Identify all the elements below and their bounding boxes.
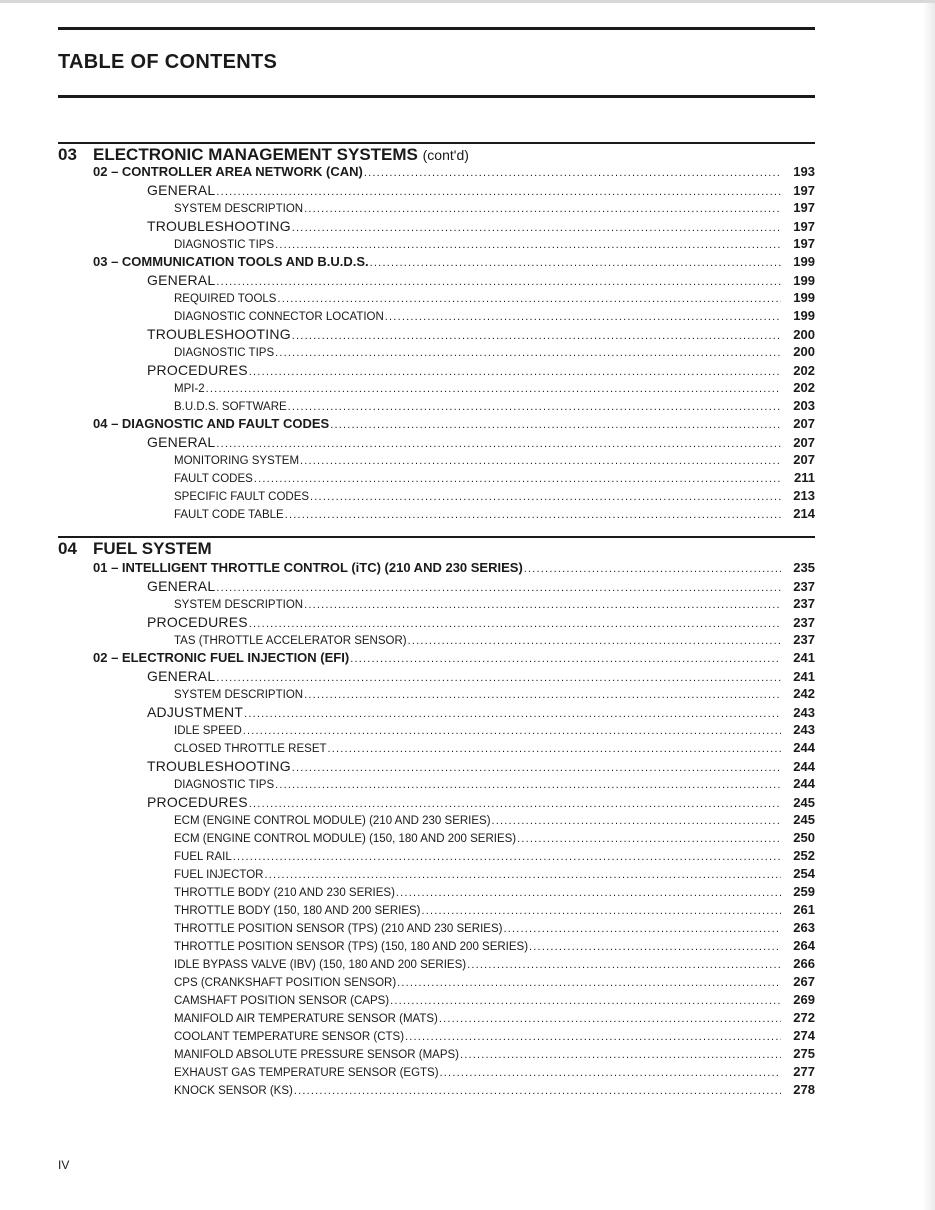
toc-entry-page-number: 274 [793, 1028, 815, 1043]
toc-entry[interactable] [174, 505, 815, 523]
section-04-rule [58, 536, 815, 538]
toc-entry[interactable] [147, 793, 815, 811]
dot-leader [408, 631, 781, 649]
toc-entry-page-number: 272 [793, 1010, 815, 1025]
toc-entry[interactable] [147, 181, 815, 199]
toc-entry[interactable] [147, 433, 815, 451]
toc-entry[interactable] [174, 199, 815, 217]
dot-leader [503, 919, 781, 937]
toc-entry-title: FUEL INJECTOR [174, 869, 264, 881]
section-number: 03 [58, 145, 77, 164]
toc-entry-page-number: 261 [793, 902, 815, 917]
toc-entry[interactable] [174, 631, 815, 649]
toc-entry-title: KNOCK SENSOR (KS) [174, 1085, 293, 1097]
toc-entry-title: THROTTLE POSITION SENSOR (TPS) (150, 180 AND 200 SERIES) [174, 941, 529, 953]
dot-leader [292, 758, 781, 775]
toc-entry-page-number: 207 [793, 435, 815, 450]
toc-entry-title: GENERAL [147, 578, 216, 594]
toc-entry-page-number: 237 [793, 579, 815, 594]
page-right-shadow [923, 0, 935, 1210]
toc-entry[interactable] [147, 217, 815, 235]
toc-entry[interactable] [93, 253, 815, 271]
dot-leader [216, 668, 781, 685]
dot-leader [254, 469, 781, 487]
toc-entry-title: PROCEDURES [147, 614, 248, 630]
toc-entry-title: SYSTEM DESCRIPTION [174, 689, 304, 701]
toc-entry-title: 04 – DIAGNOSTIC AND FAULT CODES [93, 416, 330, 431]
toc-entry[interactable] [174, 307, 815, 325]
toc-entry-title: ECM (ENGINE CONTROL MODULE) (210 AND 230 SERIES) [174, 815, 491, 827]
dot-leader [285, 505, 781, 523]
toc-entry-page-number: 207 [793, 416, 815, 431]
section-number: 04 [58, 539, 77, 558]
toc-entry[interactable] [174, 775, 815, 793]
toc-entry-title: REQUIRED TOOLS [174, 293, 277, 305]
toc-entry-title: IDLE BYPASS VALVE (IBV) (150, 180 AND 200 SERIES) [174, 959, 467, 971]
toc-entry-title: FAULT CODES [174, 473, 253, 485]
toc-entry-page-number: 202 [793, 363, 815, 378]
section-title: FUEL SYSTEM [93, 539, 212, 558]
toc-entry-title: PROCEDURES [147, 362, 248, 378]
toc-entry-page-number: 244 [793, 740, 815, 755]
dot-leader [275, 235, 781, 253]
toc-entry-title: 03 – COMMUNICATION TOOLS AND B.U.D.S. [93, 254, 369, 269]
toc-entry-page-number: 237 [793, 596, 815, 611]
dot-leader [328, 739, 781, 757]
dot-leader [390, 991, 781, 1009]
toc-entry[interactable] [174, 829, 815, 847]
toc-entry-title: B.U.D.S. SOFTWARE [174, 401, 287, 413]
toc-entry[interactable] [174, 685, 815, 703]
dot-leader [370, 253, 781, 271]
toc-entry-page-number: 199 [793, 308, 815, 323]
dot-leader [350, 649, 781, 667]
page-folio: IV [58, 1158, 70, 1172]
toc-entry-title: 02 – CONTROLLER AREA NETWORK (CAN) [93, 164, 363, 179]
toc-entry-page-number: 269 [793, 992, 815, 1007]
toc-entry[interactable] [174, 811, 815, 829]
toc-entry[interactable] [174, 955, 815, 973]
toc-entry-title: TROUBLESHOOTING [147, 326, 291, 342]
dot-leader [397, 973, 781, 991]
toc-entry-title: GENERAL [147, 434, 216, 450]
toc-entry-title: COOLANT TEMPERATURE SENSOR (CTS) [174, 1031, 405, 1043]
toc-entry-page-number: 241 [793, 669, 815, 684]
dot-leader [422, 901, 782, 919]
toc-entry[interactable] [174, 991, 815, 1009]
dot-leader [243, 721, 781, 739]
toc-entry-page-number: 199 [793, 290, 815, 305]
dot-leader [440, 1063, 781, 1081]
dot-leader [310, 487, 781, 505]
toc-entry-page-number: 213 [793, 488, 815, 503]
page-top-edge [0, 0, 935, 3]
toc-entry-page-number: 211 [794, 470, 815, 485]
toc-entry-title: FAULT CODE TABLE [174, 509, 284, 521]
dot-leader [405, 1027, 781, 1045]
toc-entry[interactable] [93, 163, 815, 181]
toc-entry[interactable] [174, 397, 815, 415]
toc-entry-title: MANIFOLD ABSOLUTE PRESSURE SENSOR (MAPS) [174, 1049, 460, 1061]
toc-entry-page-number: 244 [793, 776, 815, 791]
toc-entry-page-number: 243 [793, 722, 815, 737]
dot-leader [216, 182, 781, 199]
title-rule-top [58, 27, 815, 30]
toc-entry[interactable] [174, 469, 815, 487]
page-title: TABLE OF CONTENTS [58, 51, 278, 73]
toc-entry[interactable] [174, 883, 815, 901]
toc-entry[interactable] [174, 1009, 815, 1027]
toc-entry-title: FUEL RAIL [174, 851, 232, 863]
toc-entry-page-number: 193 [793, 164, 815, 179]
toc-entry-page-number: 214 [793, 506, 815, 521]
toc-entry-title: ADJUSTMENT [147, 704, 244, 720]
toc-entry-page-number: 235 [793, 560, 815, 575]
toc-entry-page-number: 237 [793, 615, 815, 630]
dot-leader [292, 218, 781, 235]
toc-entry-title: TROUBLESHOOTING [147, 218, 291, 234]
toc-entry-page-number: 275 [793, 1046, 815, 1061]
dot-leader [292, 326, 781, 343]
toc-entry-title: EXHAUST GAS TEMPERATURE SENSOR (EGTS) [174, 1067, 439, 1079]
toc-entry[interactable] [147, 757, 815, 775]
dot-leader [529, 937, 781, 955]
dot-leader [249, 614, 781, 631]
section-continued-note: (cont'd) [422, 147, 469, 163]
dot-leader [300, 451, 781, 469]
section-03-rule [58, 142, 815, 144]
toc-entry-page-number: 241 [793, 650, 815, 665]
toc-entry-page-number: 244 [793, 759, 815, 774]
toc-entry-page-number: 245 [793, 795, 815, 810]
toc-entry-page-number: 267 [793, 974, 815, 989]
dot-leader [233, 847, 781, 865]
toc-entry-page-number: 242 [793, 686, 815, 701]
dot-leader [249, 794, 781, 811]
section-title: ELECTRONIC MANAGEMENT SYSTEMS [93, 145, 418, 164]
toc-entry[interactable] [174, 721, 815, 739]
dot-leader [249, 362, 781, 379]
toc-entry-title: CPS (CRANKSHAFT POSITION SENSOR) [174, 977, 397, 989]
dot-leader [304, 199, 781, 217]
toc-entry[interactable] [174, 343, 815, 361]
dot-leader [385, 307, 781, 325]
toc-entry[interactable] [174, 1081, 815, 1099]
toc-entry[interactable] [147, 667, 815, 685]
toc-entry[interactable] [174, 1045, 815, 1063]
dot-leader [244, 704, 781, 721]
dot-leader [288, 397, 781, 415]
toc-entry[interactable] [174, 973, 815, 991]
dot-leader [216, 434, 781, 451]
dot-leader [275, 775, 781, 793]
dot-leader [264, 865, 781, 883]
toc-entry[interactable] [147, 613, 815, 631]
dot-leader [304, 595, 781, 613]
toc-entry-page-number: 245 [793, 812, 815, 827]
toc-entry-page-number: 199 [793, 254, 815, 269]
toc-entry-page-number: 197 [793, 183, 815, 198]
toc-entry-title: DIAGNOSTIC TIPS [174, 347, 275, 359]
toc-entry-page-number: 278 [793, 1082, 815, 1097]
toc-entry-page-number: 197 [793, 236, 815, 251]
toc-entry-page-number: 237 [793, 632, 815, 647]
dot-leader [330, 415, 781, 433]
toc-entry-title: GENERAL [147, 272, 216, 288]
toc-entry-title: CLOSED THROTTLE RESET [174, 743, 327, 755]
toc-entry-page-number: 197 [793, 219, 815, 234]
toc-entry[interactable] [174, 487, 815, 505]
toc-entry[interactable] [174, 379, 815, 397]
toc-entry[interactable] [174, 451, 815, 469]
toc-entry-title: DIAGNOSTIC TIPS [174, 779, 275, 791]
toc-entry[interactable] [174, 847, 815, 865]
dot-leader [460, 1045, 781, 1063]
dot-leader [304, 685, 781, 703]
toc-entry[interactable] [174, 937, 815, 955]
dot-leader [275, 343, 781, 361]
toc-entry-page-number: 202 [793, 380, 815, 395]
section-03-header [58, 145, 469, 165]
toc-entry-page-number: 199 [793, 273, 815, 288]
toc-entry-title: MONITORING SYSTEM [174, 455, 300, 467]
dot-leader [492, 811, 781, 829]
toc-entry[interactable] [174, 739, 815, 757]
dot-leader [439, 1009, 781, 1027]
dot-leader [524, 559, 781, 577]
toc-entry-page-number: 252 [793, 848, 815, 863]
toc-entry-page-number: 277 [793, 1064, 815, 1079]
toc-entry-page-number: 207 [793, 452, 815, 467]
toc-entry-page-number: 203 [793, 398, 815, 413]
toc-entry[interactable] [147, 361, 815, 379]
toc-entry-title: DIAGNOSTIC CONNECTOR LOCATION [174, 311, 384, 323]
toc-entry-title: GENERAL [147, 668, 216, 684]
toc-entry[interactable] [174, 1027, 815, 1045]
toc-entry-title: MANIFOLD AIR TEMPERATURE SENSOR (MATS) [174, 1013, 438, 1025]
toc-entry-page-number: 197 [793, 200, 815, 215]
dot-leader [364, 163, 781, 181]
dot-leader [467, 955, 781, 973]
toc-entry[interactable] [93, 559, 815, 577]
toc-entry[interactable] [174, 595, 815, 613]
toc-entry-title: DIAGNOSTIC TIPS [174, 239, 275, 251]
title-rule-bottom [58, 95, 815, 98]
toc-entry[interactable] [174, 235, 815, 253]
toc-entry[interactable] [147, 577, 815, 595]
section-04-header [58, 539, 212, 559]
toc-entry-page-number: 259 [793, 884, 815, 899]
toc-entry-page-number: 243 [793, 705, 815, 720]
toc-entry-title: CAMSHAFT POSITION SENSOR (CAPS) [174, 995, 390, 1007]
toc-entry[interactable] [174, 865, 815, 883]
toc-entry-page-number: 200 [793, 344, 815, 359]
toc-entry-title: 02 – ELECTRONIC FUEL INJECTION (EFI) [93, 650, 350, 665]
toc-entry-title: 01 – INTELLIGENT THROTTLE CONTROL (iTC) (210 AND 230 SERIES) [93, 560, 523, 575]
toc-entry-page-number: 254 [793, 866, 815, 881]
toc-entry-page-number: 200 [793, 327, 815, 342]
toc-entry-page-number: 263 [793, 920, 815, 935]
toc-entry-page-number: 264 [793, 938, 815, 953]
toc-entry[interactable] [174, 919, 815, 937]
dot-leader [216, 578, 781, 595]
toc-entry[interactable] [93, 415, 815, 433]
toc-entry-page-number: 266 [793, 956, 815, 971]
toc-entry-title: SYSTEM DESCRIPTION [174, 599, 304, 611]
dot-leader [277, 289, 781, 307]
toc-entry-page-number: 250 [793, 830, 815, 845]
toc-entry-title: IDLE SPEED [174, 725, 242, 737]
toc-entry-title: MPI-2 [174, 383, 205, 395]
toc-entry-title: TROUBLESHOOTING [147, 758, 291, 774]
toc-entry-title: THROTTLE BODY (210 AND 230 SERIES) [174, 887, 395, 899]
toc-entry[interactable] [147, 325, 815, 343]
dot-leader [517, 829, 781, 847]
toc-entry-title: ECM (ENGINE CONTROL MODULE) (150, 180 AND 200 SERIES) [174, 833, 517, 845]
toc-entry[interactable] [174, 289, 815, 307]
toc-entry-title: TAS (THROTTLE ACCELERATOR SENSOR) [174, 635, 407, 647]
toc-entry[interactable] [147, 703, 815, 721]
toc-entry[interactable] [147, 271, 815, 289]
toc-entry[interactable] [174, 901, 815, 919]
toc-entry-title: THROTTLE BODY (150, 180 AND 200 SERIES) [174, 905, 421, 917]
toc-entry[interactable] [174, 1063, 815, 1081]
dot-leader [216, 272, 781, 289]
toc-entry-title: SPECIFIC FAULT CODES [174, 491, 310, 503]
dot-leader [206, 379, 781, 397]
toc-entry[interactable] [93, 649, 815, 667]
toc-entry-title: PROCEDURES [147, 794, 248, 810]
toc-entry-title: SYSTEM DESCRIPTION [174, 203, 304, 215]
dot-leader [396, 883, 781, 901]
toc-entry-title: THROTTLE POSITION SENSOR (TPS) (210 AND 230 SERIES) [174, 923, 503, 935]
dot-leader [294, 1081, 781, 1099]
toc-entry-title: GENERAL [147, 182, 216, 198]
